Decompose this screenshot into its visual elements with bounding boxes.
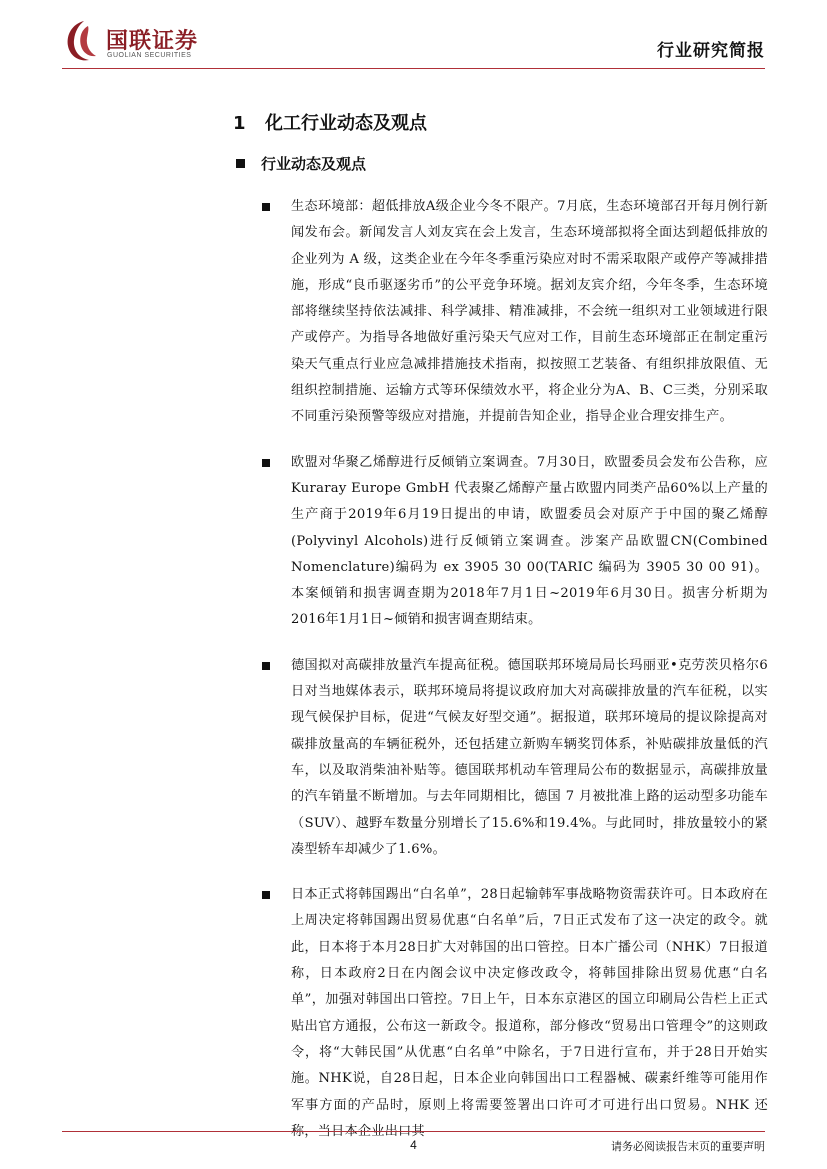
section-heading — [233, 109, 427, 135]
square-bullet-icon — [262, 891, 270, 899]
logo-text-en: GUOLIAN SECURITIES — [107, 52, 192, 59]
square-bullet-icon — [262, 203, 270, 211]
square-bullet-icon — [236, 159, 245, 168]
company-logo — [64, 18, 224, 64]
news-item — [262, 194, 768, 431]
guolian-logo-icon — [64, 18, 100, 64]
square-bullet-icon — [262, 662, 270, 670]
news-item — [262, 653, 768, 863]
news-item-text: 德国拟对高碳排放量汽车提高征税。德国联邦环境局局长玛丽亚•克劳茨贝格尔6日对当地媒体表示，联邦环境局将提议政府加大对高碳排放量的汽车征税，以实现气候保护目标，促进“气候友好型交通”。据报道，联邦环境局的提议除提高对碳排放量高的车辆征税外，还包括建立新购车辆奖罚体系，补贴碳排放量低的汽车，以及取消柴油补贴等。德国联邦机动车管理局公布的数据显示，高碳排放量的汽车销量不断增加。与去年同期相比，德国 7 月被批准上路的运动型多功能车（SUV）、越野车数量分别增长了15.6%和19.4%。与此同时，排放量较小的紧凑型轿车却减少了1.6%。 — [291, 657, 768, 857]
news-item-text: 生态环境部：超低排放A级企业今冬不限产。7月底，生态环境部召开每月例行新闻发布会。新闻发言人刘友宾在会上发言，生态环境部拟将全面达到超低排放的企业列为 A 级，这类企业在今年冬季重污染应对时不需采取限产或停产等减排措施，形成“良币驱逐劣币”的公平竞争环境。据刘友宾介绍，今年冬季，生态环境部将继续坚持依法减排、科学减排、精准减排，不会统一组织对工业领域进行限产或停产。为指导各地做好重污染天气应对工作，目前生态环境部正在制定重污染天气重点行业应急减排措施技术指南，拟按照工艺装备、有组织排放限值、无组织控制措施、运输方式等环保绩效水平，将企业分为A、B、C三类，分别采取不同重污染预警等级应对措施，并提前告知企业，指导企业合理安排生产。 — [291, 199, 768, 425]
header-divider — [62, 68, 765, 69]
news-item — [262, 450, 768, 634]
subsection-title: 行业动态及观点 — [261, 155, 367, 173]
news-item — [262, 882, 768, 1145]
news-item-text: 欧盟对华聚乙烯醇进行反倾销立案调查。7月30日，欧盟委员会发布公告称，应 Kuraray Europe GmbH 代表聚乙烯醇产量占欧盟内同类产品60%以上产量的生产商于2019年6月19日提出的申请，欧盟委员会对原产于中国的聚乙烯醇(Polyvinyl Alcohols)进行反倾销立案调查。涉案产品欧盟CN(Combined Nomenclature)编码为 ex 3905 30 00(TARIC 编码为 3905 30 00 91)。本案倾销和损害调查期为2018年7月1日~2019年6月30日。损害分析期为2016年1月1日~倾销和损害调查期结束。 — [291, 454, 768, 628]
page-number: 4 — [410, 1138, 417, 1152]
section-title: 化工行业动态及观点 — [265, 113, 427, 134]
section-number: 1 — [233, 113, 246, 134]
news-item-text: 日本正式将韩国踢出“白名单”，28日起输韩军事战略物资需获许可。日本政府在上周决定将韩国踢出贸易优惠“白名单”后，7日正式发布了这一决定的政令。就此，日本将于本月28日扩大对韩国的出口管控。日本广播公司（NHK）7日报道称，日本政府2日在内阁会议中决定修改政令，将韩国排除出贸易优惠“白名单”，加强对韩国出口管控。7日上午，日本东京港区的国立印刷局公告栏上正式贴出官方通报，公布这一新政令。报道称，部分修改“贸易出口管理令”的这则政令，将“大韩民国”从优惠“白名单”中除名，于7日进行宣布，并于28日开始实施。NHK说，自28日起，日本企业向韩国出口工程器械、碳素纤维等可能用作军事方面的产品时，原则上将需要签署出口许可才可进行出口贸易。NHK 还称，当日本企业出口其 — [291, 887, 768, 1139]
subsection-heading — [236, 153, 366, 174]
logo-text-cn: 国联证券 — [106, 29, 199, 54]
footer-divider — [62, 1131, 765, 1132]
news-list — [262, 194, 768, 1164]
square-bullet-icon — [262, 459, 270, 467]
footer-disclaimer: 请务必阅读报告末页的重要声明 — [611, 1140, 765, 1153]
report-type-label: 行业研究简报 — [657, 41, 765, 61]
